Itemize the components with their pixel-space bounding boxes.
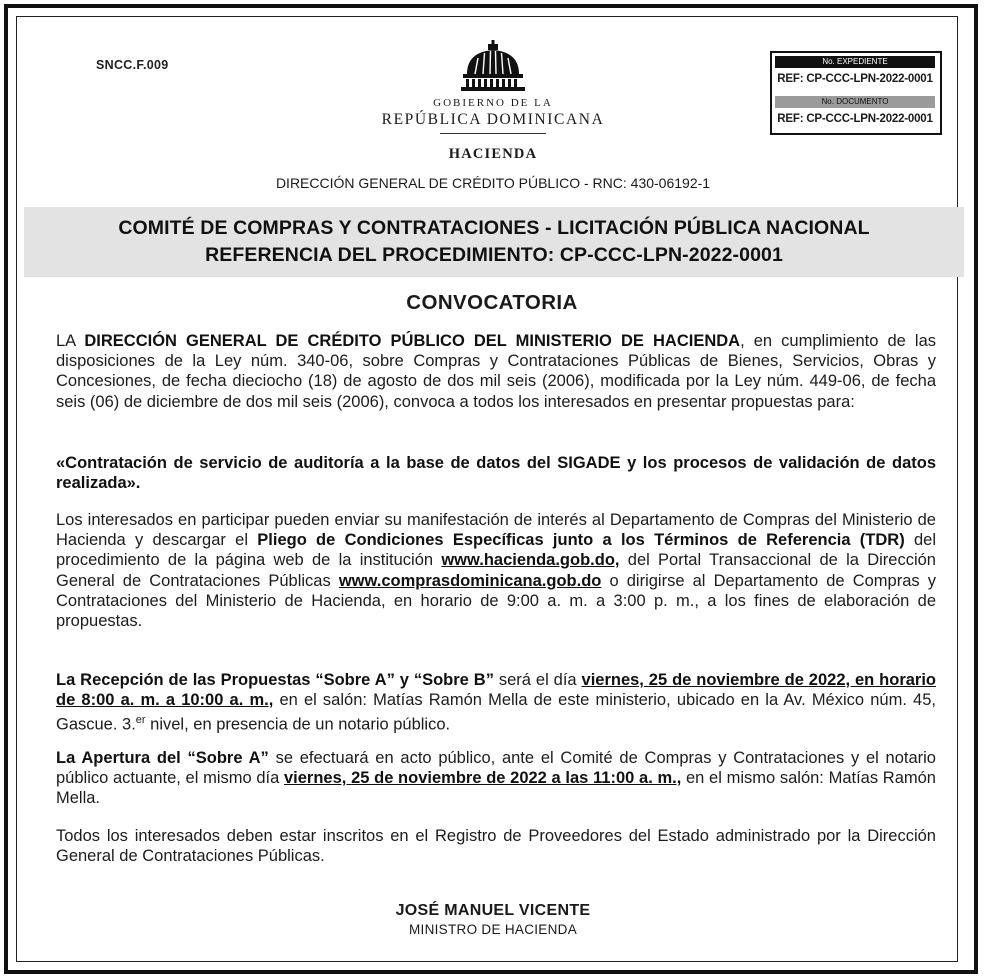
banner-line2: REFERENCIA DEL PROCEDIMIENTO: CP-CCC-LPN-2022-0001	[205, 244, 783, 266]
government-line1: GOBIERNO DE LA	[433, 97, 553, 109]
paragraph-reception	[56, 670, 936, 735]
title-banner	[24, 207, 964, 277]
divider	[440, 133, 546, 134]
paragraph-registry: Todos los interesados deben estar inscritos en el Registro de Proveedores del Estado administrado por la Dirección General de Contrataciones Públicas.	[56, 827, 936, 866]
p5-a: se efectuará en acto público, ante el Comité de Compras y Contrataciones y el notario público actuante, el mismo día	[56, 749, 936, 788]
convocatoria-title: CONVOCATORIA	[406, 291, 578, 314]
link-hacienda[interactable]: www.hacienda.gob.do,	[441, 551, 620, 570]
paragraph-object: «Contratación de servicio de auditoría a la base de datos del SIGADE y los procesos de validación de datos realizada».	[56, 454, 936, 493]
p1-bold: DIRECCIÓN GENERAL DE CRÉDITO PÚBLICO DEL MINISTERIO DE HACIENDA	[84, 332, 741, 350]
paragraph-intro	[56, 331, 936, 412]
government-line2: REPÚBLICA DOMINICANA	[381, 111, 605, 128]
p3-bold: Pliego de Condiciones Específicas junto a los Términos de Referencia (TDR)	[257, 531, 905, 550]
signatory-name: JOSÉ MANUEL VICENTE	[395, 902, 591, 919]
p5-b: en el mismo salón: Matías Ramón Mella.	[56, 769, 936, 808]
paragraph-opening	[56, 748, 936, 809]
expediente-label: No. EXPEDIENTE	[775, 56, 935, 68]
government-dome-crest-icon	[459, 40, 527, 92]
p4-sup: er	[135, 714, 146, 727]
link-comprasdominicana[interactable]: www.comprasdominicana.gob.do	[338, 571, 602, 590]
p3-a: Los interesados en participar pueden enviar su manifestación de interés al Departamento de Compras del Ministerio de Hacienda y descargar el	[56, 511, 936, 550]
paragraph-instructions	[56, 510, 936, 631]
p1-prefix: LA	[56, 332, 85, 350]
expediente-box	[770, 51, 942, 135]
p1-rest: , en cumplimiento de las disposiciones de la Ley núm. 340-06, sobre Compras y Contrataciones Públicas de Bienes, Servicios, Obras y Concesiones, de fecha dieciocho (18) de agosto de dos mil seis (2006), modificada por la Ley núm. 449-06, de fecha seis (06) de diciembre de dos mil seis (2006), convoca a todos los interesados en presentar propuestas para:	[56, 332, 936, 411]
p5-bold: La Apertura del “Sobre A”	[56, 749, 269, 767]
p3-d: o dirigirse al Departamento de Compras y Contrataciones del Ministerio de Hacienda, en horario de 9:00 a. m. a 3:00 p. m., a los fines de elaboración de propuestas.	[56, 571, 936, 631]
p4-bold: La Recepción de las Propuestas “Sobre A” y “Sobre B”	[56, 671, 494, 689]
department-line: DIRECCIÓN GENERAL DE CRÉDITO PÚBLICO - RNC: 430-06192-1	[275, 175, 711, 191]
form-code: SNCC.F.009	[96, 58, 169, 72]
documento-label: No. DOCUMENTO	[775, 96, 935, 108]
signatory-title: MINISTRO DE HACIENDA	[408, 922, 577, 937]
ministry-name: HACIENDA	[448, 146, 538, 162]
p3-c: del Portal Transaccional de la Dirección General de Contrataciones Públicas	[56, 551, 936, 590]
p4-a: será el día	[493, 671, 582, 689]
expediente-value: REF: CP-CCC-LPN-2022-0001	[777, 73, 933, 85]
documento-value: REF: CP-CCC-LPN-2022-0001	[777, 113, 933, 125]
p4-b: en el salón: Matías Ramón Mella de este ministerio, ubicado en la Av. México núm. 45, Gascue. 3.	[56, 691, 936, 734]
banner-line1: COMITÉ DE COMPRAS Y CONTRATACIONES - LICITACIÓN PÚBLICA NACIONAL	[118, 217, 870, 239]
p3-b: del procedimiento de la página web de la institución	[56, 531, 936, 570]
p5-date: viernes, 25 de noviembre de 2022 a las 11:00 a. m.,	[284, 769, 682, 788]
p4-date: viernes, 25 de noviembre de 2022, en horario de 8:00 a. m. a 10:00 a. m.,	[56, 671, 937, 710]
p4-c: nivel, en presencia de un notario público.	[145, 715, 451, 734]
